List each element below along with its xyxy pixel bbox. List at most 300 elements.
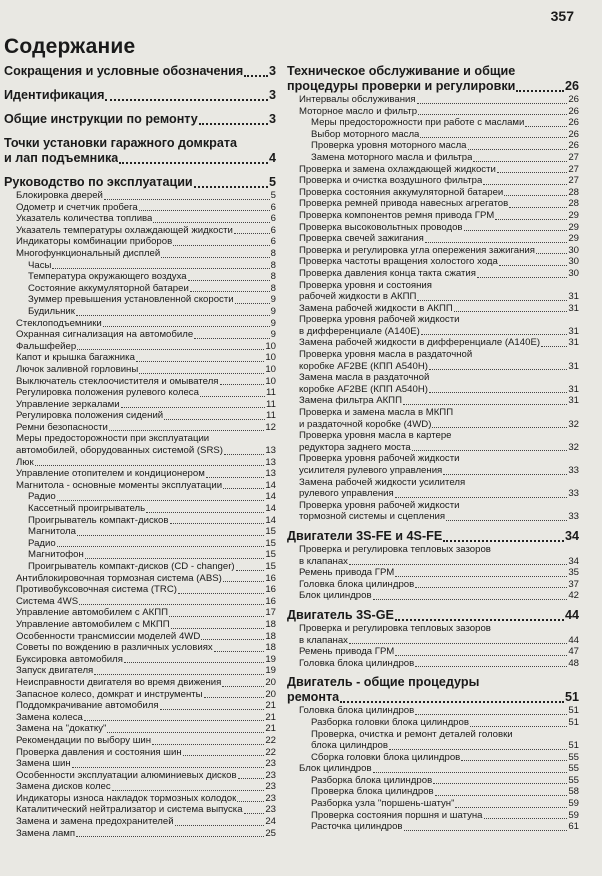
page-title: Содержание xyxy=(4,35,136,58)
dot-leader xyxy=(244,813,265,814)
toc-entry-title: процедуры проверки и регулировки xyxy=(287,79,516,93)
toc-entry-title: усилителя рулевого управления xyxy=(299,465,443,476)
toc-entry-page: 30 xyxy=(568,244,579,256)
toc-entry xyxy=(287,442,579,454)
dot-leader xyxy=(84,720,264,721)
toc-entry-page: 14 xyxy=(265,491,276,503)
toc-entry xyxy=(4,364,276,376)
toc-entry xyxy=(287,129,579,141)
toc-entry xyxy=(287,590,579,602)
toc-entry-title: Проверка и замена масла в МКПП xyxy=(299,407,454,419)
toc-entry xyxy=(287,567,579,579)
toc-entry-page: 13 xyxy=(265,456,276,468)
toc-entry xyxy=(4,770,276,782)
toc-entry-title: тормозной системы и сцепления xyxy=(299,511,446,523)
dot-leader xyxy=(403,404,567,405)
toc-entry-page: 6 xyxy=(270,224,276,236)
toc-entry-page: 37 xyxy=(568,578,579,590)
toc-entry xyxy=(287,198,579,210)
dot-leader xyxy=(169,616,264,617)
dot-leader xyxy=(443,474,567,475)
toc-entry-page: 10 xyxy=(265,363,276,375)
dot-leader xyxy=(420,137,567,138)
toc-entry xyxy=(287,175,579,187)
dot-leader xyxy=(234,233,270,234)
toc-entry-page: 6 xyxy=(270,236,276,248)
toc-entry-page: 22 xyxy=(265,734,276,746)
toc-entry-title: Двигатель - общие процедуры xyxy=(287,675,480,690)
toc-entry-page: 51 xyxy=(568,740,579,752)
toc-entry xyxy=(4,306,276,318)
toc-entry xyxy=(4,283,276,295)
toc-entry-title: Проверка уровня масла в картере xyxy=(299,430,452,442)
toc-entry-title: Буксировка автомобиля xyxy=(16,653,123,665)
toc-entry xyxy=(287,763,579,775)
toc-entry-title: Проверка и очистка воздушного фильтра xyxy=(299,175,483,187)
toc-entry xyxy=(4,665,276,677)
toc-entry-title: коробке AF2BE (КПП A540H) xyxy=(299,383,428,395)
toc-entry xyxy=(4,376,276,388)
toc-entry-page: 27 xyxy=(568,151,579,163)
toc-entry-page: 26 xyxy=(568,94,579,105)
toc-entry-page: 20 xyxy=(265,676,276,688)
toc-entry xyxy=(287,658,579,670)
toc-entry-title: Регулировка положения сидений xyxy=(16,410,164,422)
dot-leader xyxy=(425,242,568,243)
toc-entry-page: 9 xyxy=(270,329,276,341)
dot-leader xyxy=(77,349,264,350)
toc-entry xyxy=(4,480,276,492)
toc-entry xyxy=(287,106,579,118)
toc-entry xyxy=(287,349,579,361)
dot-leader xyxy=(94,674,264,675)
toc-entry-title: Замена моторного масла и фильтра xyxy=(311,151,473,163)
toc-entry-page: 14 xyxy=(265,514,276,526)
toc-entry-title: Фальшфейер xyxy=(16,340,77,352)
toc-entry xyxy=(4,642,276,654)
toc-entry-page: 29 xyxy=(568,221,579,233)
dot-leader xyxy=(349,643,567,644)
toc-entry-page: 31 xyxy=(568,395,579,407)
dot-leader xyxy=(373,599,568,600)
toc-entry-title: Техническое обслуживание и общие xyxy=(287,64,516,78)
toc-entry-page: 22 xyxy=(265,746,276,758)
toc-entry-page: 14 xyxy=(265,503,276,515)
dot-leader xyxy=(516,90,564,92)
toc-entry-page: 10 xyxy=(265,340,276,352)
toc-entry-title: Двигатель 3S-GE xyxy=(287,607,394,622)
toc-entry xyxy=(287,280,579,292)
toc-entry-page: 59 xyxy=(568,798,579,810)
toc-entry-page: 51 xyxy=(568,705,579,717)
toc-entry-page: 15 xyxy=(265,561,276,572)
toc-entry xyxy=(287,187,579,199)
toc-entry xyxy=(287,453,579,465)
toc-entry-page: 44 xyxy=(568,634,579,646)
toc-entry-page: 16 xyxy=(265,572,276,584)
toc-entry-page: 11 xyxy=(266,387,276,399)
dot-leader xyxy=(417,300,567,301)
dot-leader xyxy=(404,830,568,831)
dot-leader xyxy=(190,291,270,292)
toc-entry xyxy=(287,291,579,303)
toc-entry xyxy=(4,735,276,747)
dot-leader xyxy=(536,253,567,254)
toc-entry xyxy=(287,775,579,787)
dot-leader xyxy=(418,114,567,115)
toc-entry xyxy=(4,619,276,631)
toc-entry-page: 26 xyxy=(568,105,579,117)
toc-entry-title: Проверка давления и состояния шин xyxy=(16,746,182,758)
toc-entry xyxy=(287,222,579,234)
dot-leader xyxy=(164,419,265,420)
dot-leader xyxy=(237,801,264,802)
toc-entry-page: 23 xyxy=(265,792,276,804)
dot-leader xyxy=(153,222,269,223)
dot-leader xyxy=(72,767,265,768)
toc-entry-title: Люк xyxy=(16,456,34,468)
toc-entry xyxy=(287,529,579,544)
toc-entry-page: 31 xyxy=(568,302,579,314)
toc-entry xyxy=(4,433,276,445)
dot-leader xyxy=(109,430,264,431)
toc-entry-title: Интервалы обслуживания xyxy=(299,94,416,105)
dot-leader xyxy=(415,714,567,715)
dot-leader xyxy=(455,807,567,808)
toc-entry xyxy=(4,422,276,434)
toc-entry xyxy=(287,705,579,717)
toc-entry-title: Антиблокировочная тормозная система (ABS) xyxy=(16,572,222,584)
toc-entry xyxy=(287,608,579,623)
toc-entry xyxy=(4,804,276,816)
toc-entry-page: 24 xyxy=(265,816,276,828)
toc-entry-title: Противобуксовочная система (TRC) xyxy=(16,584,177,596)
toc-entry-title: Лючок заливной горловины xyxy=(16,363,139,375)
toc-entry xyxy=(4,561,276,573)
toc-entry-page: 11 xyxy=(266,410,276,422)
toc-entry xyxy=(287,740,579,752)
toc-entry xyxy=(287,152,579,164)
dot-leader xyxy=(433,783,567,784)
toc-entry-title: Проверка и регулировка угла опережения зажигания xyxy=(299,244,535,256)
toc-entry-page: 23 xyxy=(265,769,276,781)
toc-entry-page: 32 xyxy=(568,441,579,453)
toc-entry-title: Замена фильтра АКПП xyxy=(299,395,402,407)
dot-leader xyxy=(57,546,265,547)
toc-entry-page: 55 xyxy=(568,774,579,786)
dot-leader xyxy=(389,749,567,750)
toc-entry-title: Расточка цилиндров xyxy=(311,821,403,833)
dot-leader xyxy=(161,257,269,258)
toc-entry xyxy=(287,419,579,431)
toc-entry xyxy=(4,294,276,306)
toc-entry-title: Ремень привода ГРМ xyxy=(299,646,395,658)
toc-entry xyxy=(287,717,579,729)
toc-entry-page: 32 xyxy=(568,418,579,430)
dot-leader xyxy=(464,230,568,231)
dot-leader xyxy=(235,303,270,304)
toc-entry-page: 28 xyxy=(568,198,579,210)
toc-entry xyxy=(4,596,276,608)
toc-entry-page: 18 xyxy=(265,618,276,630)
toc-entry-title: Сокращения и условные обозначения xyxy=(4,64,244,78)
toc-entry-page: 8 xyxy=(270,247,276,259)
toc-entry-title: Магнитола xyxy=(28,526,76,538)
toc-entry-page: 34 xyxy=(564,528,579,543)
toc-entry xyxy=(4,816,276,828)
toc-entry-page: 10 xyxy=(265,352,276,364)
toc-entry xyxy=(287,233,579,245)
dot-leader xyxy=(103,326,270,327)
toc-entry-title: Особенности эксплуатации алюминиевых дисков xyxy=(16,769,237,781)
toc-entry-title: Замена колеса xyxy=(16,711,83,723)
toc-entry-title: ремонта xyxy=(287,690,340,705)
toc-entry-title: Замена и замена предохранителей xyxy=(16,816,174,828)
toc-entry xyxy=(4,584,276,596)
toc-entry-title: Проверка состояния аккумуляторной батареи xyxy=(299,186,504,198)
dot-leader xyxy=(222,686,264,687)
toc-entry-title: Охранная сигнализация на автомобиле xyxy=(16,329,194,341)
dot-leader xyxy=(429,369,567,370)
toc-entry-page: 21 xyxy=(265,711,276,723)
toc-entry xyxy=(4,236,276,248)
toc-entry xyxy=(287,511,579,523)
dot-leader xyxy=(395,655,567,656)
dot-leader xyxy=(105,99,268,101)
dot-leader xyxy=(188,280,270,281)
toc-entry xyxy=(4,758,276,770)
toc-entry-title: Индикаторы износа накладок тормозных колодок xyxy=(16,792,237,804)
dot-leader xyxy=(104,199,270,200)
dot-leader xyxy=(483,184,567,185)
dot-leader xyxy=(461,760,567,761)
toc-entry xyxy=(287,314,579,326)
dot-leader xyxy=(340,701,564,703)
dot-leader xyxy=(395,619,564,621)
toc-entry-page: 33 xyxy=(568,488,579,500)
dot-leader xyxy=(52,268,269,269)
toc-entry xyxy=(287,646,579,658)
dot-leader xyxy=(238,778,265,779)
toc-entry-page: 23 xyxy=(265,804,276,816)
toc-entry-page: 21 xyxy=(265,700,276,712)
toc-entry-page: 25 xyxy=(265,827,276,839)
toc-entry-page: 55 xyxy=(568,763,579,775)
dot-leader xyxy=(525,126,567,127)
toc-entry xyxy=(287,117,579,129)
dot-leader xyxy=(171,628,265,629)
dot-leader xyxy=(119,162,268,164)
dot-leader xyxy=(497,172,567,173)
toc-entry-title: Замена рабочей жидкости усилителя xyxy=(299,476,466,488)
toc-entry-title: Проверка и регулировка тепловых зазоров xyxy=(299,543,491,555)
toc-entry xyxy=(4,700,276,712)
dot-leader xyxy=(415,587,567,588)
dot-leader xyxy=(395,497,568,498)
toc-entry xyxy=(287,500,579,512)
toc-entry xyxy=(4,352,276,364)
toc-entry-title: Проверка высоковольтных проводов xyxy=(299,221,463,233)
dot-leader xyxy=(194,338,269,339)
toc-entry-title: Разборка головки блока цилиндров xyxy=(311,716,469,728)
toc-entry-title: Проверка уровня моторного масла xyxy=(311,140,467,152)
dot-leader xyxy=(495,219,567,220)
toc-entry-page: 29 xyxy=(568,233,579,245)
toc-entry-page: 20 xyxy=(265,688,276,700)
toc-entry-title: Проверка уровня рабочей жидкости xyxy=(299,499,460,511)
toc-entry-page: 9 xyxy=(270,294,276,306)
toc-entry-page: 33 xyxy=(568,511,579,523)
toc-entry-title: Магнитола - основные моменты эксплуатации xyxy=(16,479,223,491)
toc-entry-page: 29 xyxy=(568,209,579,221)
toc-entry-title: Проверка и замена охлаждающей жидкости xyxy=(299,163,496,175)
toc-entry-title: Особенности трансмиссии моделей 4WD xyxy=(16,630,201,642)
toc-entry-title: Замена ламп xyxy=(16,827,76,839)
toc-entry xyxy=(4,202,276,214)
toc-entry-title: Замена рабочей жидкости в АКПП xyxy=(299,302,453,314)
toc-entry xyxy=(4,631,276,643)
toc-entry xyxy=(287,786,579,798)
toc-entry xyxy=(4,654,276,666)
toc-entry-page: 26 xyxy=(564,79,579,93)
toc-entry-page: 6 xyxy=(270,213,276,225)
toc-entry-title: Часы xyxy=(28,259,52,271)
toc-entry xyxy=(287,326,579,338)
dot-leader xyxy=(76,315,270,316)
toc-entry-title: редуктора заднего моста xyxy=(299,441,411,453)
dot-leader xyxy=(204,697,265,698)
dot-leader xyxy=(432,427,567,428)
toc-entry xyxy=(287,395,579,407)
toc-entry-page: 5 xyxy=(270,190,276,201)
toc-entry-title: Проверка уровня рабочей жидкости xyxy=(299,314,460,326)
toc-entry-page: 4 xyxy=(268,151,276,165)
toc-entry-page: 17 xyxy=(265,607,276,619)
toc-entry-page: 27 xyxy=(568,175,579,187)
dot-leader xyxy=(499,265,567,266)
dot-leader xyxy=(412,450,568,451)
toc-entry-title: Проверка давления конца такта сжатия xyxy=(299,267,476,279)
toc-entry-title: Выключатель стеклоочистителя и омывателя xyxy=(16,375,219,387)
toc-entry-title: Выбор моторного масла xyxy=(311,128,420,140)
toc-entry-title: Кассетный проигрыватель xyxy=(28,503,146,515)
toc-entry xyxy=(287,407,579,419)
toc-entry xyxy=(4,213,276,225)
toc-entry-title: Управление автомобилем с АКПП xyxy=(16,607,169,619)
toc-entry-page: 11 xyxy=(266,398,276,410)
toc-entry xyxy=(4,677,276,689)
toc-entry xyxy=(4,526,276,538)
toc-entry-page: 58 xyxy=(568,786,579,798)
dot-leader xyxy=(509,207,567,208)
toc-entry-title: Регулировка положения рулевого колеса xyxy=(16,387,199,399)
toc-entry-page: 30 xyxy=(568,256,579,268)
toc-entry-title: Поддомкрачивание автомобиля xyxy=(16,700,159,712)
toc-entry xyxy=(4,260,276,272)
dot-leader xyxy=(79,604,264,605)
dot-leader xyxy=(443,540,564,542)
toc-entry-page: 21 xyxy=(265,723,276,735)
toc-entry-page: 26 xyxy=(568,128,579,140)
toc-entry-title: Проверка уровня и состояния xyxy=(299,279,432,291)
toc-entry-page: 23 xyxy=(265,781,276,793)
toc-entry-page: 13 xyxy=(265,468,276,480)
toc-entry-title: Неисправности двигателя во время движения xyxy=(16,676,222,688)
toc-entry xyxy=(4,468,276,480)
toc-entry-page: 10 xyxy=(265,375,276,387)
toc-entry xyxy=(4,341,276,353)
toc-entry-page: 13 xyxy=(265,445,276,457)
dot-leader xyxy=(107,732,264,733)
toc-entry xyxy=(4,712,276,724)
toc-entry xyxy=(4,271,276,283)
toc-entry-title: Проверка компонентов ремня привода ГРМ xyxy=(299,209,495,221)
toc-entry-title: Блок цилиндров xyxy=(299,590,372,602)
toc-entry xyxy=(287,821,579,833)
dot-leader xyxy=(183,755,265,756)
dot-leader xyxy=(470,726,567,727)
dot-leader xyxy=(504,195,567,196)
dot-leader xyxy=(77,535,264,536)
toc-entry xyxy=(4,689,276,701)
toc-entry-page: 48 xyxy=(568,657,579,669)
toc-entry xyxy=(4,457,276,469)
toc-entry xyxy=(287,675,579,690)
dot-leader xyxy=(446,520,567,521)
toc-entry xyxy=(287,361,579,373)
toc-entry-page: 33 xyxy=(568,465,579,476)
toc-entry xyxy=(287,256,579,268)
toc-entry-page: 31 xyxy=(568,383,579,395)
toc-entry-page: 3 xyxy=(268,88,276,102)
toc-entry-title: Проверка свечей зажигания xyxy=(299,233,424,245)
dot-leader xyxy=(201,639,264,640)
dot-leader xyxy=(199,123,268,125)
dot-leader xyxy=(35,465,265,466)
toc-entry-page: 14 xyxy=(265,479,276,491)
dot-leader xyxy=(224,454,264,455)
toc-entry-page: 8 xyxy=(270,282,276,294)
toc-entry-title: Блокировка дверей xyxy=(16,190,103,201)
toc-entry-title: в дифференциале (A140E) xyxy=(299,325,420,337)
toc-entry-title: Проверка уровня рабочей жидкости xyxy=(299,453,460,465)
dot-leader xyxy=(484,818,568,819)
toc-entry-page: 44 xyxy=(564,607,579,622)
toc-entry xyxy=(4,781,276,793)
toc-entry-page: 15 xyxy=(265,549,276,561)
toc-entry-title: автомобилей, оборудованных системой (SRS) xyxy=(16,445,223,457)
toc-entry-page: 9 xyxy=(270,317,276,329)
toc-entry xyxy=(4,573,276,585)
toc-entry-page: 8 xyxy=(270,271,276,283)
toc-entry-page: 51 xyxy=(568,716,579,728)
toc-left-column xyxy=(4,64,276,839)
toc-entry xyxy=(4,175,276,190)
dot-leader xyxy=(139,210,270,211)
toc-entry xyxy=(287,798,579,810)
toc-entry xyxy=(4,607,276,619)
toc-entry xyxy=(287,337,579,349)
toc-entry-title: Радио xyxy=(28,491,56,503)
toc-entry xyxy=(287,210,579,222)
dot-leader xyxy=(152,744,264,745)
toc-entry xyxy=(287,556,579,568)
toc-entry-page: 3 xyxy=(268,64,276,78)
toc-entry-title: Точки установки гаражного домкрата xyxy=(4,136,238,150)
toc-entry-title: Меры предосторожности при работе с маслами xyxy=(311,117,525,129)
toc-entry-title: Блок цилиндров xyxy=(299,763,372,775)
toc-entry-title: Ремень привода ГРМ xyxy=(299,567,395,579)
